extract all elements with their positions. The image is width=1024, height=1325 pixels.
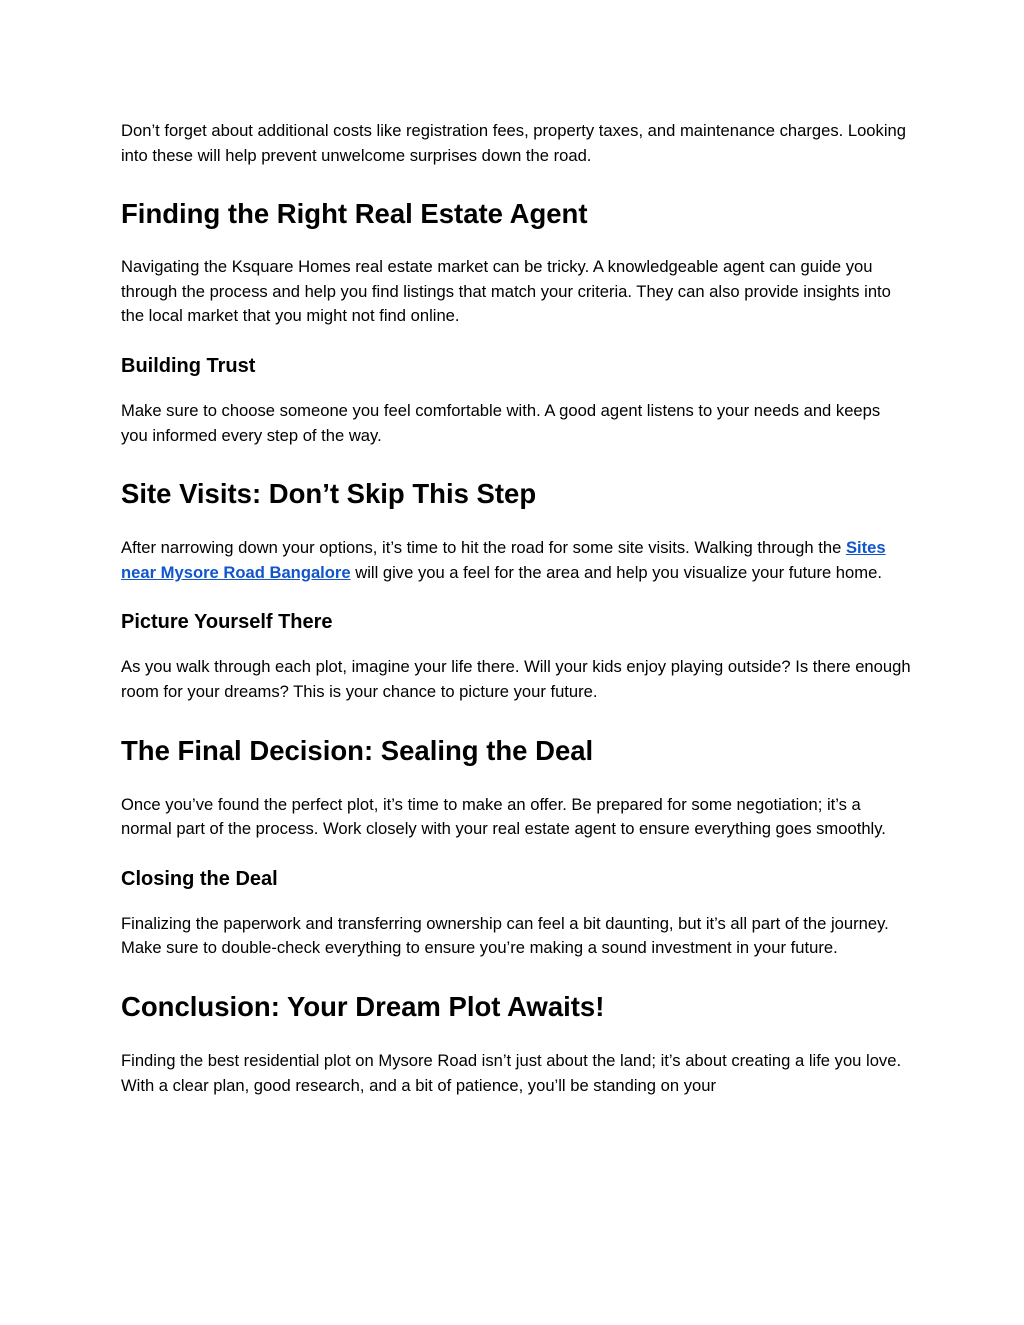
final-decision-paragraph: Once you’ve found the perfect plot, it’s time to make an offer. Be prepared for some negotiation; it’s a normal part of the process. Work closely with your real estate agent to ensure everything goes smoothly.	[121, 794, 886, 839]
heading-final-decision: The Final Decision: Sealing the Deal	[121, 734, 594, 766]
sites-near-mysore-road-link[interactable]: Sites near Mysore Road Bangalore	[121, 538, 886, 582]
document-page	[121, 119, 911, 1098]
intro-paragraph: Don’t forget about additional costs like registration fees, property taxes, and maintenance charges. Looking into these will help prevent unwelcome surprises down the road.	[121, 121, 906, 165]
heading-picture-yourself: Picture Yourself There	[121, 611, 333, 634]
conclusion-paragraph: Finding the best residential plot on Mysore Road isn’t just about the land; it’s about creating a life you love. With a clear plan, good research, and a bit of patience, you’ll be standing on your	[121, 1050, 902, 1095]
agent-paragraph: Navigating the Ksquare Homes real estate market can be tricky. A knowledgeable agent can guide you through the process and help you find listings that match your criteria. They can also provide insights into the local market that you might not find online.	[121, 257, 891, 326]
closing-paragraph: Finalizing the paperwork and transferring ownership can feel a bit daunting, but it’s all part of the journey. Make sure to double-check everything to ensure you’re making a sound investment in your future.	[121, 913, 889, 958]
heading-closing-deal: Closing the Deal	[121, 867, 278, 890]
heading-conclusion: Conclusion: Your Dream Plot Awaits!	[121, 990, 605, 1022]
trust-paragraph: Make sure to choose someone you feel comfortable with. A good agent listens to your needs and keeps you informed every step of the way.	[121, 400, 881, 445]
site-visits-paragraph	[121, 536, 911, 585]
heading-building-trust: Building Trust	[121, 354, 256, 377]
site-visits-text-after: will give you a feel for the area and help you visualize your future home.	[350, 562, 882, 582]
picture-paragraph: As you walk through each plot, imagine your life there. Will your kids enjoy playing outside? Is there enough room for your dreams? This is your chance to picture your future.	[121, 657, 911, 701]
heading-finding-agent: Finding the Right Real Estate Agent	[121, 198, 588, 230]
site-visits-text-before: After narrowing down your options, it’s time to hit the road for some site visits. Walking through the	[121, 538, 846, 558]
heading-site-visits: Site Visits: Don’t Skip This Step	[121, 478, 537, 510]
